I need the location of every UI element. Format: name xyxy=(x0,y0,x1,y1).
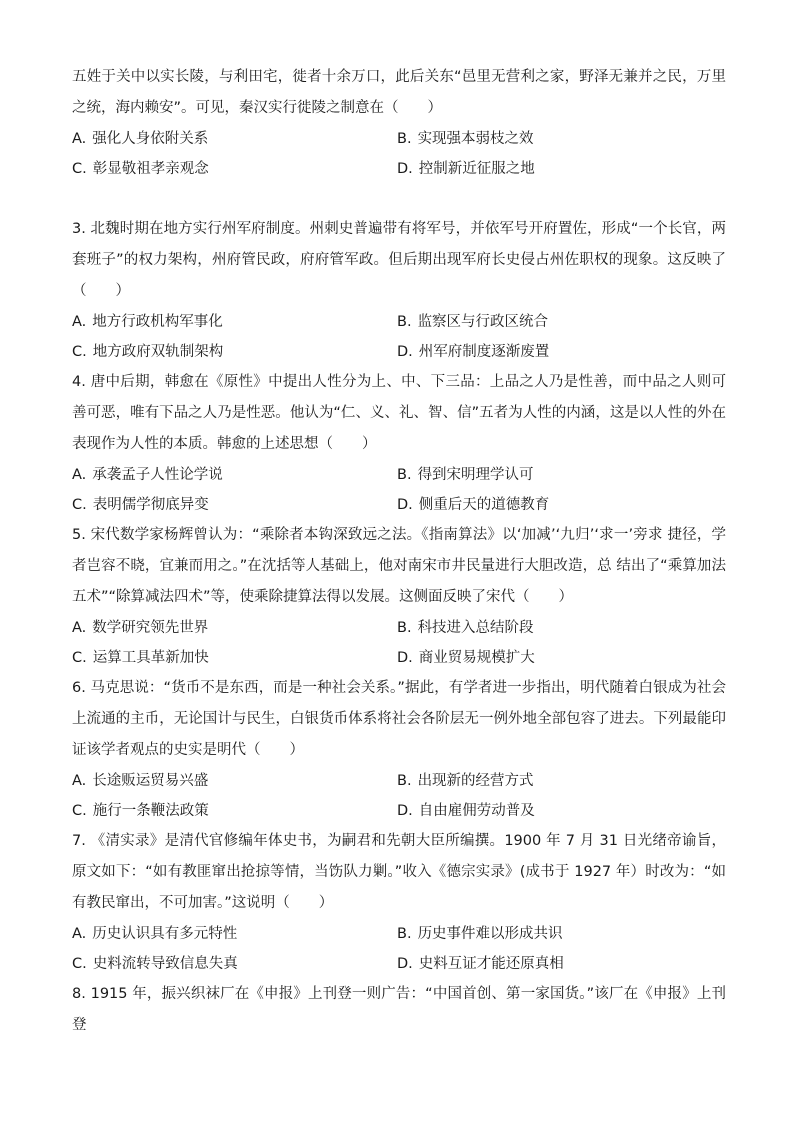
question-7-options xyxy=(72,919,726,979)
option-b[interactable]: B. 监察区与行政区统合 xyxy=(397,314,549,330)
question-8-stem: 8. 1915 年，振兴织袜厂在《申报》上刊登一则广告：“中国首创、第一家国货。”该厂在《申报》上刊登 xyxy=(72,986,726,1033)
question-7 xyxy=(72,826,726,979)
option-d[interactable]: D. 控制新近征服之地 xyxy=(397,161,535,177)
question-3 xyxy=(72,214,726,367)
spacer xyxy=(72,184,726,214)
option-a[interactable]: A. 长途贩运贸易兴盛 xyxy=(72,773,209,789)
question-3-stem: 3. 北魏时期在地方实行州军府制度。州刺史普遍带有将军号，并依军号开府置佐，形成“一个长官，两套班子”的权力架构，州府管民政，府府管军政。但后期出现军府长史侵占州佐职权的现象。这反映了（ ） xyxy=(72,221,726,299)
option-d[interactable]: D. 自由雇佣劳动普及 xyxy=(397,803,535,819)
option-c[interactable]: C. 史料流转导致信息失真 xyxy=(72,956,238,972)
option-b[interactable]: B. 得到宋明理学认可 xyxy=(397,467,534,483)
option-a[interactable]: A. 历史认识具有多元特性 xyxy=(72,926,238,942)
question-4-options xyxy=(72,460,726,520)
question-5-stem: 5. 宋代数学家杨辉曾认为：“乘除者本钩深致远之法。《指南算法》以‘加减’‘九归’‘求一’旁求 捷径，学者岂容不晓，宜兼而用之。”在沈括等人基础上，他对南宋市井民量进行大胆改造，总 结出了“乘算加法五术”“除算减法四术”等，使乘除捷算法得以发展。这侧面反映了宋代（ ） xyxy=(72,527,726,605)
option-c[interactable]: C. 地方政府双轨制架构 xyxy=(72,344,224,360)
question-2-options xyxy=(72,124,726,184)
option-d[interactable]: D. 州军府制度逐渐废置 xyxy=(397,344,550,360)
option-a[interactable]: A. 强化人身依附关系 xyxy=(72,131,209,147)
option-a[interactable]: A. 数学研究领先世界 xyxy=(72,620,209,636)
question-5 xyxy=(72,520,726,673)
question-6-options xyxy=(72,766,726,826)
question-6-stem: 6. 马克思说：“货币不是东西，而是一种社会关系。”据此，有学者进一步指出，明代随着白银成为社会上流通的主币，无论国计与民生，白银货币体系将社会各阶层无一例外地全部包容了进去。下列最能印证该学者观点的史实是明代（ ） xyxy=(72,680,726,758)
question-4-stem: 4. 唐中后期，韩愈在《原性》中提出人性分为上、中、下三品：上品之人乃是性善，而中品之人则可善可恶，唯有下品之人乃是性恶。他认为“仁、义、礼、智、信”五者为人性的内涵，这是以人性的外在表现作为人性的本质。韩愈的上述思想（ ） xyxy=(72,374,726,452)
question-3-options xyxy=(72,307,726,367)
option-d[interactable]: D. 侧重后天的道德教育 xyxy=(397,497,550,513)
option-d[interactable]: D. 商业贸易规模扩大 xyxy=(397,650,535,666)
option-a[interactable]: A. 承袭孟子人性论学说 xyxy=(72,467,223,483)
question-7-stem: 7. 《清实录》是清代官修编年体史书，为嗣君和先朝大臣所编撰。1900 年 7 月 31 日光绪帝谕旨，原文如下：“如有教匪窜出抢掠等情，当饬队力剿。”收入《德宗实录》(成书于 1927 年）时改为：“如有教民窜出，不可加害。”这说明（ ） xyxy=(72,833,726,911)
option-b[interactable]: B. 科技进入总结阶段 xyxy=(397,620,534,636)
option-a[interactable]: A. 地方行政机构军事化 xyxy=(72,314,223,330)
option-c[interactable]: C. 表明儒学彻底异变 xyxy=(72,497,209,513)
exam-page xyxy=(72,62,726,1041)
question-2-stem: 五姓于关中以实长陵，与利田宅，徙者十余万口，此后关东“邑里无营利之家，野泽无兼并之民，万里之统，海内赖安”。可见，秦汉实行徙陵之制意在（ ） xyxy=(72,69,726,116)
option-d[interactable]: D. 史料互证才能还原真相 xyxy=(397,956,564,972)
question-6 xyxy=(72,673,726,826)
option-b[interactable]: B. 出现新的经营方式 xyxy=(397,773,534,789)
option-c[interactable]: C. 彰显敬祖孝亲观念 xyxy=(72,161,209,177)
question-4 xyxy=(72,367,726,520)
option-b[interactable]: B. 实现强本弱枝之效 xyxy=(397,131,534,147)
option-b[interactable]: B. 历史事件难以形成共识 xyxy=(397,926,563,942)
question-5-options xyxy=(72,613,726,673)
option-c[interactable]: C. 施行一条鞭法政策 xyxy=(72,803,209,819)
question-8 xyxy=(72,979,726,1041)
question-2 xyxy=(72,62,726,184)
option-c[interactable]: C. 运算工具革新加快 xyxy=(72,650,209,666)
